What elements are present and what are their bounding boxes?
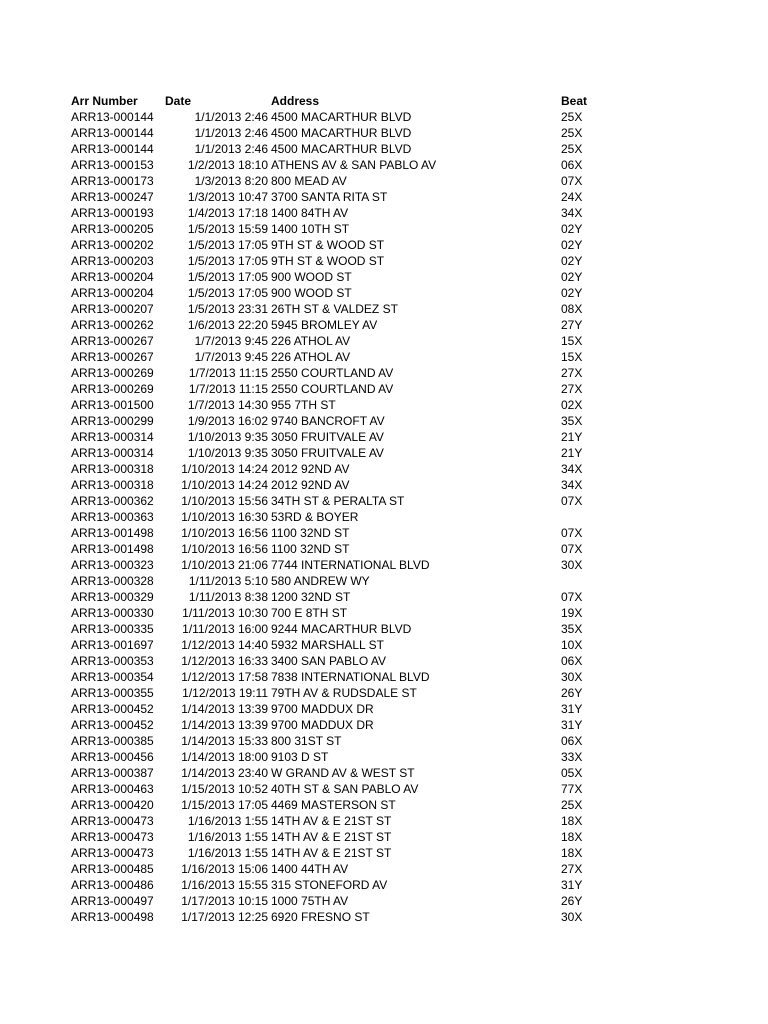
address-cell: 14TH AV & E 21ST ST [271,814,392,828]
date-cell: 1/17/2013 12:25 [181,910,268,924]
arr-number-cell: ARR13-000486 [71,878,154,892]
beat-cell: 02X [561,398,583,412]
arr-number-cell: ARR13-000452 [71,718,154,732]
table-row [71,669,631,685]
beat-cell: 07X [561,174,583,188]
beat-cell: 30X [561,910,583,924]
date-cell: 1/5/2013 17:05 [187,286,268,300]
beat-cell: 27X [561,366,583,380]
table-row [71,813,631,829]
address-cell: 5932 MARSHALL ST [271,638,384,652]
date-cell: 1/5/2013 23:31 [187,302,268,316]
arr-number-cell: ARR13-000173 [71,174,154,188]
beat-cell: 26Y [561,686,583,700]
address-cell: 4469 MASTERSON ST [271,798,396,812]
arr-number-cell: ARR13-000354 [71,670,154,684]
arr-number-cell: ARR13-000269 [71,382,154,396]
date-cell: 1/7/2013 14:30 [187,398,268,412]
arr-number-cell: ARR13-000456 [71,750,154,764]
address-cell: 4500 MACARTHUR BLVD [271,110,412,124]
address-cell: 9TH ST & WOOD ST [271,238,385,252]
date-cell: 1/17/2013 10:15 [181,894,268,908]
arr-number-cell: ARR13-000193 [71,206,154,220]
beat-cell: 19X [561,606,583,620]
table-row [71,413,631,429]
date-cell: 1/14/2013 13:39 [181,718,268,732]
beat-cell: 02Y [561,254,583,268]
date-cell: 1/3/2013 8:20 [194,174,268,188]
address-cell: 2012 92ND AV [271,478,350,492]
beat-cell: 24X [561,190,583,204]
date-cell: 1/15/2013 17:05 [181,798,268,812]
arr-number-cell: ARR13-000329 [71,590,154,604]
arr-number-cell: ARR13-000353 [71,654,154,668]
column-header-date: Date [165,94,192,108]
table-row [71,397,631,413]
date-cell: 1/10/2013 15:56 [181,494,268,508]
date-cell: 1/10/2013 21:06 [181,558,268,572]
address-cell: 315 STONEFORD AV [271,878,388,892]
beat-cell: 07X [561,590,583,604]
arr-number-cell: ARR13-000207 [71,302,154,316]
address-cell: 1000 75TH AV [271,894,349,908]
beat-cell: 33X [561,750,583,764]
table-row [71,381,631,397]
date-cell: 1/10/2013 16:30 [181,510,268,524]
date-cell: 1/10/2013 14:24 [181,478,268,492]
date-cell: 1/7/2013 11:15 [188,366,268,380]
date-cell: 1/5/2013 17:05 [187,270,268,284]
beat-cell: 18X [561,814,583,828]
arr-number-cell: ARR13-000247 [71,190,154,204]
beat-cell: 25X [561,142,583,156]
date-cell: 1/10/2013 9:35 [187,446,268,460]
arr-number-cell: ARR13-000385 [71,734,154,748]
date-cell: 1/14/2013 18:00 [181,750,268,764]
beat-cell: 05X [561,766,583,780]
date-cell: 1/2/2013 18:10 [187,158,268,172]
table-row [71,429,631,445]
address-cell: 1400 44TH AV [271,862,349,876]
address-cell: 580 ANDREW WY [271,574,370,588]
arr-number-cell: ARR13-000269 [71,366,154,380]
date-cell: 1/16/2013 15:55 [181,878,268,892]
table-row [71,765,631,781]
column-header-arr-number: Arr Number [71,94,138,108]
date-cell: 1/3/2013 10:47 [187,190,268,204]
address-cell: 3400 SAN PABLO AV [271,654,386,668]
beat-cell: 26Y [561,894,583,908]
date-cell: 1/5/2013 17:05 [187,238,268,252]
beat-cell: 02Y [561,286,583,300]
arr-number-cell: ARR13-000314 [71,430,154,444]
date-cell: 1/16/2013 1:55 [187,830,268,844]
table-header [71,93,631,109]
table-row [71,125,631,141]
table-row [71,285,631,301]
table-row [71,685,631,701]
date-cell: 1/1/2013 2:46 [194,126,268,140]
address-cell: 800 MEAD AV [271,174,347,188]
address-cell: 1100 32ND ST [271,526,350,540]
arr-number-cell: ARR13-000144 [71,142,154,156]
beat-cell: 77X [561,782,583,796]
date-cell: 1/11/2013 16:00 [182,622,268,636]
arr-number-cell: ARR13-000262 [71,318,154,332]
beat-cell: 35X [561,622,583,636]
table-row [71,797,631,813]
arr-number-cell: ARR13-000473 [71,830,154,844]
table-body [71,109,631,925]
address-cell: 3050 FRUITVALE AV [271,430,384,444]
arr-number-cell: ARR13-000498 [71,910,154,924]
table-row [71,365,631,381]
address-cell: 40TH ST & SAN PABLO AV [271,782,419,796]
beat-cell: 25X [561,798,583,812]
table-row [71,461,631,477]
table-row [71,589,631,605]
address-cell: 1400 10TH ST [271,222,350,236]
table-row [71,509,631,525]
address-cell: 4500 MACARTHUR BLVD [271,126,412,140]
date-cell: 1/6/2013 22:20 [187,318,268,332]
address-cell: 226 ATHOL AV [271,350,351,364]
arr-number-cell: ARR13-001500 [71,398,154,412]
date-cell: 1/5/2013 17:05 [187,254,268,268]
address-cell: 14TH AV & E 21ST ST [271,830,392,844]
date-cell: 1/12/2013 14:40 [181,638,268,652]
table-row [71,157,631,173]
date-cell: 1/7/2013 9:45 [194,350,268,364]
date-cell: 1/14/2013 23:40 [181,766,268,780]
beat-cell: 25X [561,110,583,124]
arr-number-cell: ARR13-000485 [71,862,154,876]
date-cell: 1/4/2013 17:18 [187,206,268,220]
arr-number-cell: ARR13-000463 [71,782,154,796]
arr-number-cell: ARR13-000153 [71,158,154,172]
table-row [71,189,631,205]
table-row [71,525,631,541]
arr-number-cell: ARR13-000267 [71,334,154,348]
address-cell: 4500 MACARTHUR BLVD [271,142,412,156]
table-row [71,717,631,733]
arr-number-cell: ARR13-000328 [71,574,154,588]
table-row [71,493,631,509]
table-row [71,893,631,909]
address-cell: 2550 COURTLAND AV [271,366,394,380]
column-header-beat: Beat [561,94,588,108]
address-cell: 34TH ST & PERALTA ST [271,494,405,508]
table-row [71,845,631,861]
beat-cell: 06X [561,734,583,748]
arr-number-cell: ARR13-000202 [71,238,154,252]
arr-number-cell: ARR13-000473 [71,846,154,860]
arr-number-cell: ARR13-001697 [71,638,154,652]
beat-cell: 07X [561,526,583,540]
table-row [71,829,631,845]
arr-number-cell: ARR13-000323 [71,558,154,572]
address-cell: 900 WOOD ST [271,270,352,284]
arr-number-cell: ARR13-000355 [71,686,154,700]
beat-cell: 15X [561,350,583,364]
beat-cell: 02Y [561,270,583,284]
date-cell: 1/5/2013 15:59 [187,222,268,236]
table-row [71,205,631,221]
address-cell: 3050 FRUITVALE AV [271,446,384,460]
table-row [71,269,631,285]
date-cell: 1/16/2013 1:55 [187,814,268,828]
arr-number-cell: ARR13-000335 [71,622,154,636]
arr-number-cell: ARR13-000363 [71,510,154,524]
address-cell: 900 WOOD ST [271,286,352,300]
beat-cell: 18X [561,830,583,844]
table-row [71,237,631,253]
date-cell: 1/1/2013 2:46 [194,110,268,124]
date-cell: 1/15/2013 10:52 [181,782,268,796]
beat-cell: 34X [561,206,583,220]
table-row [71,733,631,749]
beat-cell: 34X [561,462,583,476]
date-cell: 1/12/2013 17:58 [181,670,268,684]
table-row [71,109,631,125]
beat-cell: 07X [561,542,583,556]
address-cell: 26TH ST & VALDEZ ST [271,302,398,316]
address-cell: 800 31ST ST [271,734,342,748]
arr-number-cell: ARR13-000387 [71,766,154,780]
beat-cell: 30X [561,670,583,684]
table-row [71,637,631,653]
address-cell: ATHENS AV & SAN PABLO AV [271,158,437,172]
address-cell: 14TH AV & E 21ST ST [271,846,392,860]
table-row [71,333,631,349]
address-cell: 79TH AV & RUDSDALE ST [271,686,417,700]
arr-number-cell: ARR13-000144 [71,126,154,140]
address-cell: 9244 MACARTHUR BLVD [271,622,412,636]
table-row [71,349,631,365]
arrest-table [71,93,631,925]
table-row [71,909,631,925]
address-cell: 1100 32ND ST [271,542,350,556]
address-cell: 7838 INTERNATIONAL BLVD [271,670,430,684]
arr-number-cell: ARR13-000497 [71,894,154,908]
beat-cell: 27X [561,862,583,876]
address-cell: 6920 FRESNO ST [271,910,370,924]
date-cell: 1/7/2013 9:45 [194,334,268,348]
address-cell: 9740 BANCROFT AV [271,414,385,428]
arr-number-cell: ARR13-000203 [71,254,154,268]
table-row [71,557,631,573]
beat-cell: 18X [561,846,583,860]
table-row [71,317,631,333]
address-cell: 53RD & BOYER [271,510,359,524]
beat-cell: 10X [561,638,583,652]
arr-number-cell: ARR13-000314 [71,446,154,460]
arr-number-cell: ARR13-000420 [71,798,154,812]
address-cell: 1200 32ND ST [271,590,351,604]
address-cell: 9103 D ST [271,750,329,764]
date-cell: 1/16/2013 15:06 [181,862,268,876]
arr-number-cell: ARR13-000452 [71,702,154,716]
table-row [71,749,631,765]
date-cell: 1/12/2013 19:11 [182,686,268,700]
arr-number-cell: ARR13-000144 [71,110,154,124]
date-cell: 1/9/2013 16:02 [187,414,268,428]
address-cell: 955 7TH ST [271,398,336,412]
table-row [71,781,631,797]
beat-cell: 27X [561,382,583,396]
address-cell: 9700 MADDUX DR [271,718,374,732]
table-row [71,173,631,189]
beat-cell: 08X [561,302,583,316]
address-cell: 2550 COURTLAND AV [271,382,394,396]
date-cell: 1/1/2013 2:46 [194,142,268,156]
arr-number-cell: ARR13-000204 [71,286,154,300]
date-cell: 1/11/2013 5:10 [188,574,268,588]
arr-number-cell: ARR13-000318 [71,462,154,476]
table-row [71,605,631,621]
address-cell: 9TH ST & WOOD ST [271,254,385,268]
beat-cell: 27Y [561,318,583,332]
address-cell: W GRAND AV & WEST ST [271,766,415,780]
arr-number-cell: ARR13-000330 [71,606,154,620]
arr-number-cell: ARR13-000362 [71,494,154,508]
table-row [71,221,631,237]
arr-number-cell: ARR13-000299 [71,414,154,428]
address-cell: 226 ATHOL AV [271,334,351,348]
date-cell: 1/11/2013 10:30 [182,606,268,620]
beat-cell: 31Y [561,878,583,892]
table-row [71,445,631,461]
date-cell: 1/10/2013 14:24 [181,462,268,476]
address-cell: 5945 BROMLEY AV [271,318,378,332]
address-cell: 1400 84TH AV [271,206,349,220]
arr-number-cell: ARR13-000473 [71,814,154,828]
arr-number-cell: ARR13-001498 [71,526,154,540]
table-row [71,573,631,589]
address-cell: 2012 92ND AV [271,462,350,476]
beat-cell: 07X [561,494,583,508]
address-cell: 700 E 8TH ST [271,606,348,620]
arr-number-cell: ARR13-000205 [71,222,154,236]
address-cell: 7744 INTERNATIONAL BLVD [271,558,430,572]
arr-number-cell: ARR13-000204 [71,270,154,284]
beat-cell: 30X [561,558,583,572]
beat-cell: 15X [561,334,583,348]
date-cell: 1/14/2013 13:39 [181,702,268,716]
date-cell: 1/10/2013 9:35 [187,430,268,444]
beat-cell: 31Y [561,702,583,716]
table-row [71,861,631,877]
arr-number-cell: ARR13-000318 [71,478,154,492]
beat-cell: 06X [561,158,583,172]
date-cell: 1/12/2013 16:33 [181,654,268,668]
date-cell: 1/14/2013 15:33 [181,734,268,748]
table-row [71,541,631,557]
table-row [71,877,631,893]
table-row [71,653,631,669]
address-cell: 3700 SANTA RITA ST [271,190,388,204]
table-row [71,477,631,493]
beat-cell: 02Y [561,222,583,236]
arr-number-cell: ARR13-001498 [71,542,154,556]
beat-cell: 34X [561,478,583,492]
date-cell: 1/16/2013 1:55 [187,846,268,860]
column-header-address: Address [271,94,320,108]
arr-number-cell: ARR13-000267 [71,350,154,364]
date-cell: 1/7/2013 11:15 [188,382,268,396]
beat-cell: 02Y [561,238,583,252]
beat-cell: 21Y [561,446,583,460]
beat-cell: 25X [561,126,583,140]
beat-cell: 31Y [561,718,583,732]
beat-cell: 06X [561,654,583,668]
date-cell: 1/11/2013 8:38 [188,590,268,604]
date-cell: 1/10/2013 16:56 [181,542,268,556]
address-cell: 9700 MADDUX DR [271,702,374,716]
table-row [71,301,631,317]
table-row [71,621,631,637]
table-row [71,253,631,269]
beat-cell: 35X [561,414,583,428]
table-row [71,141,631,157]
date-cell: 1/10/2013 16:56 [181,526,268,540]
beat-cell: 21Y [561,430,583,444]
table-row [71,701,631,717]
